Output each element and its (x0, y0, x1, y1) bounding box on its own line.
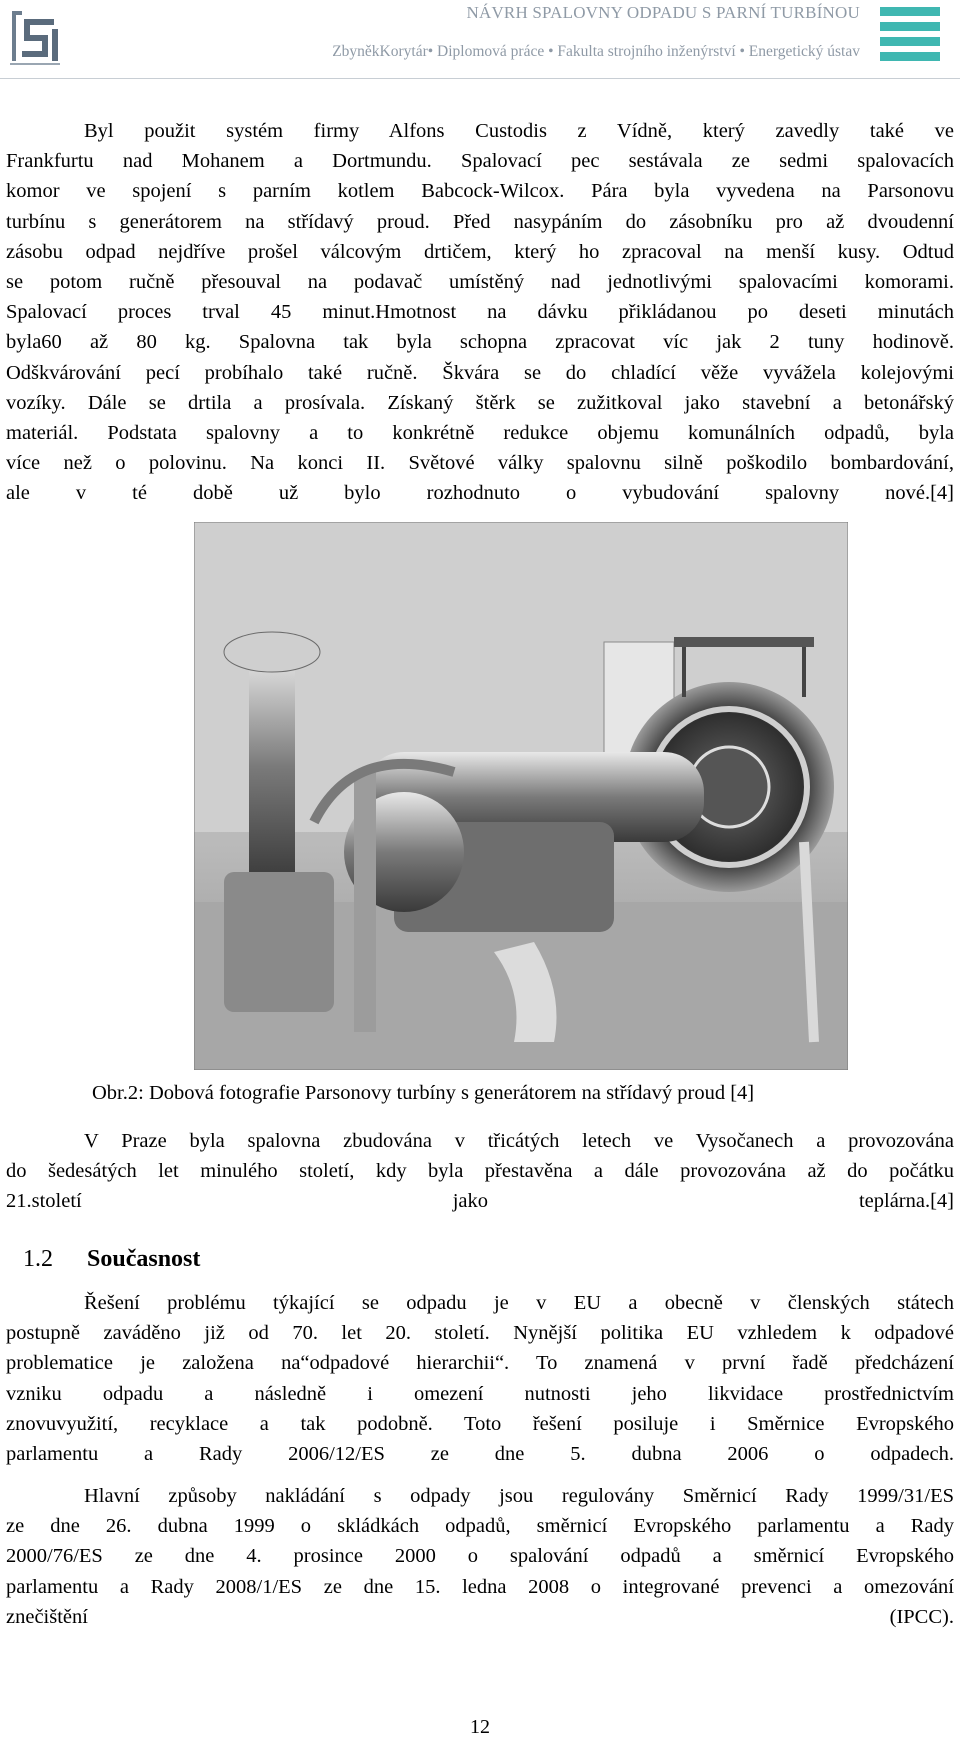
document-title: NÁVRH SPALOVNY ODPADU S PARNÍ TURBÍNOU (466, 3, 860, 22)
text-line: znečištění (IPCC). (6, 1605, 954, 1628)
text-line: byla60 až 80 kg. Spalovna tak byla schopna zpracovat víc jak 2 tuny hodinově. (6, 331, 954, 354)
page-header (0, 0, 960, 72)
text-line: parlamentu a Rady 2006/12/ES ze dne 5. dubna 2006 o odpadech. (6, 1443, 954, 1466)
text-line: postupně zaváděno již od 70. let 20. století. Nynější politika EU vzhledem k odpadové (6, 1322, 954, 1345)
text-line: vozíky. Dále se drtila a prosívala. Získaný štěrk se zužitkoval jako stavební a betonářský (6, 391, 954, 414)
text-line: komor ve spojení s parním kotlem Babcock-Wilcox. Pára byla vyvedena na Parsonovu (6, 180, 954, 203)
section-heading (23, 1246, 200, 1273)
section-title: Současnost (87, 1246, 201, 1272)
section-number: 1.2 (23, 1246, 53, 1272)
paragraph-history (6, 116, 954, 509)
text-line: problematice je založena na“odpadové hierarchii“. To znamená v první řadě předcházení (6, 1352, 954, 1375)
text-line: materiál. Podstata spalovny a to konkrétně redukce objemu komunálních odpadů, byla (6, 422, 954, 445)
document-subtitle: ZbyněkKorytár• Diplomová práce • Fakulta strojního inženýrství • Energetický ústav (332, 43, 860, 60)
header-divider (0, 78, 960, 79)
text-line: turbínu s generátorem na střídavý proud. Před nasypáním do zásobníku pro až dvoudenní (6, 210, 954, 233)
text-line: Hlavní způsoby nakládání s odpady jsou regulovány Směrnicí Rady 1999/31/ES (84, 1485, 954, 1507)
turbine-photograph (194, 522, 848, 1070)
text-line: ale v té době už bylo rozhodnuto o vybudování spalovny nové.[4] (6, 482, 954, 505)
text-line: se potom ručně přesouval na podavač umístěný nad jednotlivými spalovacími komorami. (6, 271, 954, 294)
figure-caption: Obr.2: Dobová fotografie Parsonovy turbíny s generátorem na střídavý proud [4] (92, 1082, 755, 1104)
text-line: znovuvyužití, recyklace a tak podobně. Toto řešení posiluje i Směrnice Evropského (6, 1412, 954, 1435)
paragraph-prague (6, 1126, 954, 1217)
text-line: více než o polovinu. Na konci II. Světové války spalovnu silně poškodilo bombardování, (6, 452, 954, 475)
paragraph-eu-policy (6, 1288, 954, 1469)
text-line: Frankfurtu nad Mohanem a Dortmundu. Spalovací pec sestávala ze sedmi spalovacích (6, 150, 954, 173)
text-line: vzniku odpadu a následně i omezení nutnosti jeho likvidace prostřednictvím (6, 1382, 954, 1405)
text-line: Spalovací proces trval 45 minut.Hmotnost na dávku přikládanou po deseti minutách (6, 301, 954, 324)
text-line: parlamentu a Rady 2008/1/ES ze dne 15. ledna 2008 o integrované prevenci a omezování (6, 1575, 954, 1598)
text-line: ze dne 26. dubna 1999 o skládkách odpadů, směrnicí Evropského parlamentu a Rady (6, 1515, 954, 1538)
text-line: V Praze byla spalovna zbudována v třicátých letech ve Vysočanech a provozována (84, 1130, 954, 1152)
text-line: zásobu odpad nejdříve prošel válcovým drtičem, který ho zpracoval na menší kusy. Odtud (6, 240, 954, 263)
paragraph-directives (6, 1481, 954, 1632)
text-line: 2000/76/ES ze dne 4. prosince 2000 o spalování odpadů a směrnicí Evropského (6, 1545, 954, 1568)
text-line: Byl použit systém firmy Alfons Custodis z Vídně, který zavedly také ve (84, 120, 954, 142)
page-number: 12 (470, 1716, 490, 1738)
university-logo-icon (8, 5, 64, 67)
text-line: do šedesátých let minulého století, kdy byla přestavěna a dále provozována až do počátku (6, 1160, 954, 1183)
text-line: Odškvárování pecí probíhalo také ručně. Škvára se do chladící věže vyvážela kolejovými (6, 361, 954, 384)
text-line: 21.století jako teplárna.[4] (6, 1190, 954, 1213)
institute-logo-icon (880, 5, 940, 65)
text-line: Řešení problému týkající se odpadu je v EU a obecně v členských státech (84, 1292, 954, 1314)
